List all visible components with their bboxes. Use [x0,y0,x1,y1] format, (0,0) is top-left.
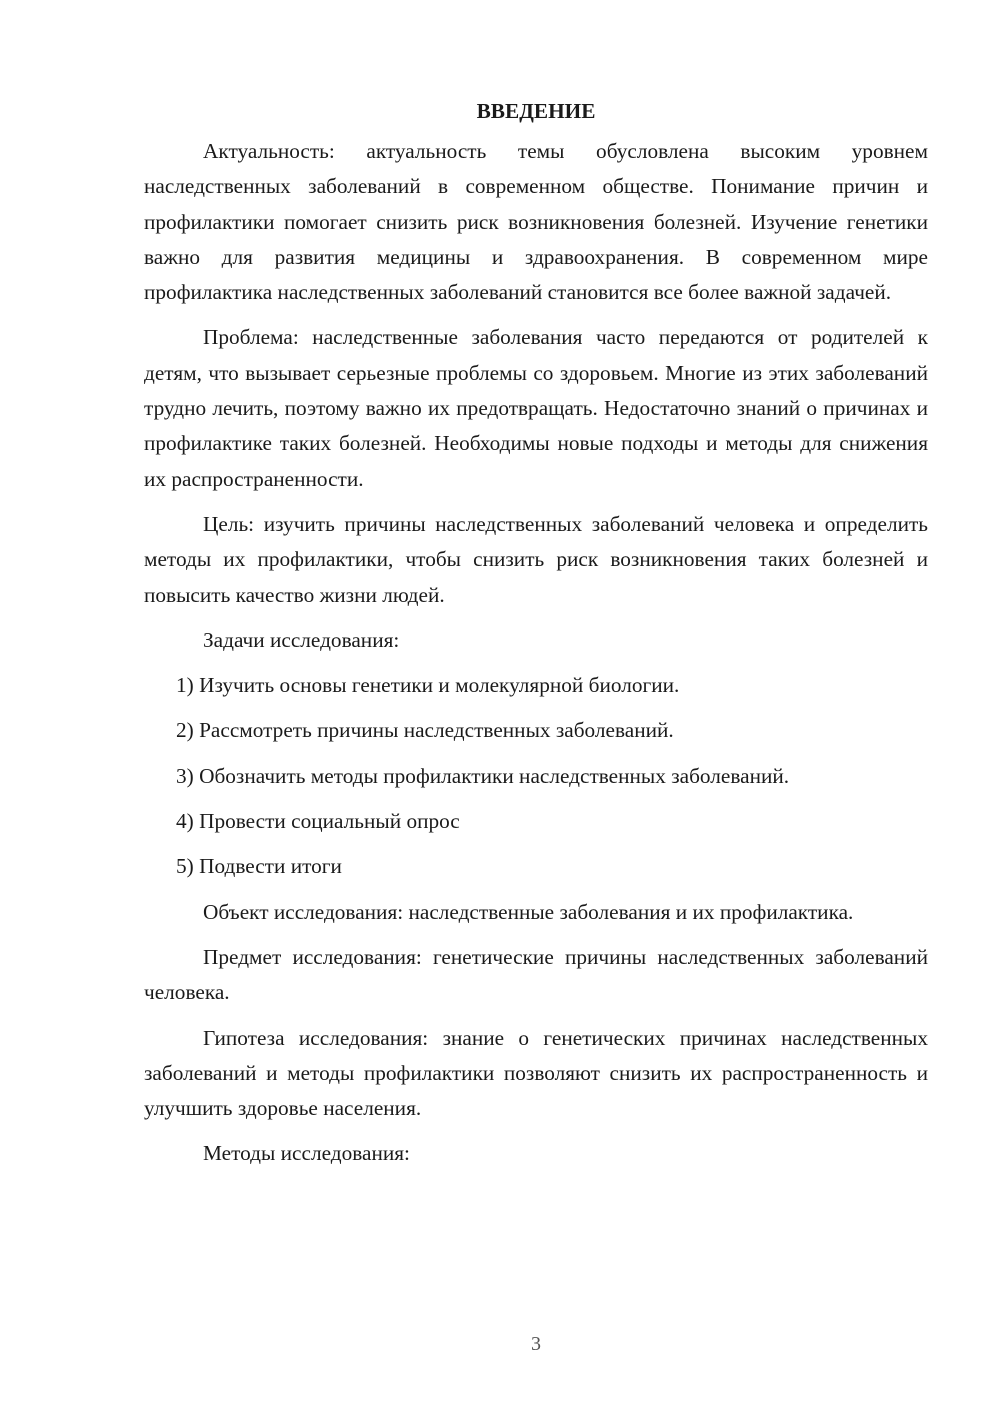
page-content [144,95,928,1182]
tasks-heading: Задачи исследования: [203,627,400,652]
paragraph-object: Объект исследования: наследственные заболевания и их профилактика. [203,899,854,924]
paragraph-problem: Проблема: наследственные заболевания часто передаются от родителей к детям, что вызывает серьезные проблемы со здоровьем. Многие из этих заболеваний трудно лечить, поэтому важно их предотвращать. Недостаточно знаний о причинах и профилактике таких болезней. Необходимы новые подходы и методы для снижения их распространенности. [144,325,928,491]
paragraph-subject: Предмет исследования: генетические причины наследственных заболеваний человека. [144,944,928,1005]
task-item: 1) Изучить основы генетики и молекулярной биологии. [176,673,680,698]
tasks-list [144,668,928,884]
task-item: 2) Рассмотреть причины наследственных заболеваний. [176,718,674,743]
page-number: 3 [531,1333,541,1355]
task-item: 3) Обозначить методы профилактики наследственных заболеваний. [176,763,790,788]
paragraph-relevance: Актуальность: актуальность темы обусловлена высоким уровнем наследственных заболеваний в современном обществе. Понимание причин и профилактики помогает снизить риск возникновения болезней. Изучение генетики важно для развития медицины и здравоохранения. В современном мире профилактика наследственных заболеваний становится все более важной задачей. [144,139,928,305]
paragraph-hypothesis: Гипотеза исследования: знание о генетических причинах наследственных заболеваний и методы профилактики позволяют снизить их распространенность и улучшить здоровье населения. [144,1025,928,1121]
page-title: ВВЕДЕНИЕ [476,99,596,123]
paragraph-goal: Цель: изучить причины наследственных заболеваний человека и определить методы их профилактики, чтобы снизить риск возникновения таких болезней и повысить качество жизни людей. [144,511,928,607]
paragraph-methods-heading: Методы исследования: [203,1141,410,1166]
task-item: 4) Провести социальный опрос [176,809,460,834]
task-item: 5) Подвести итоги [176,854,342,879]
